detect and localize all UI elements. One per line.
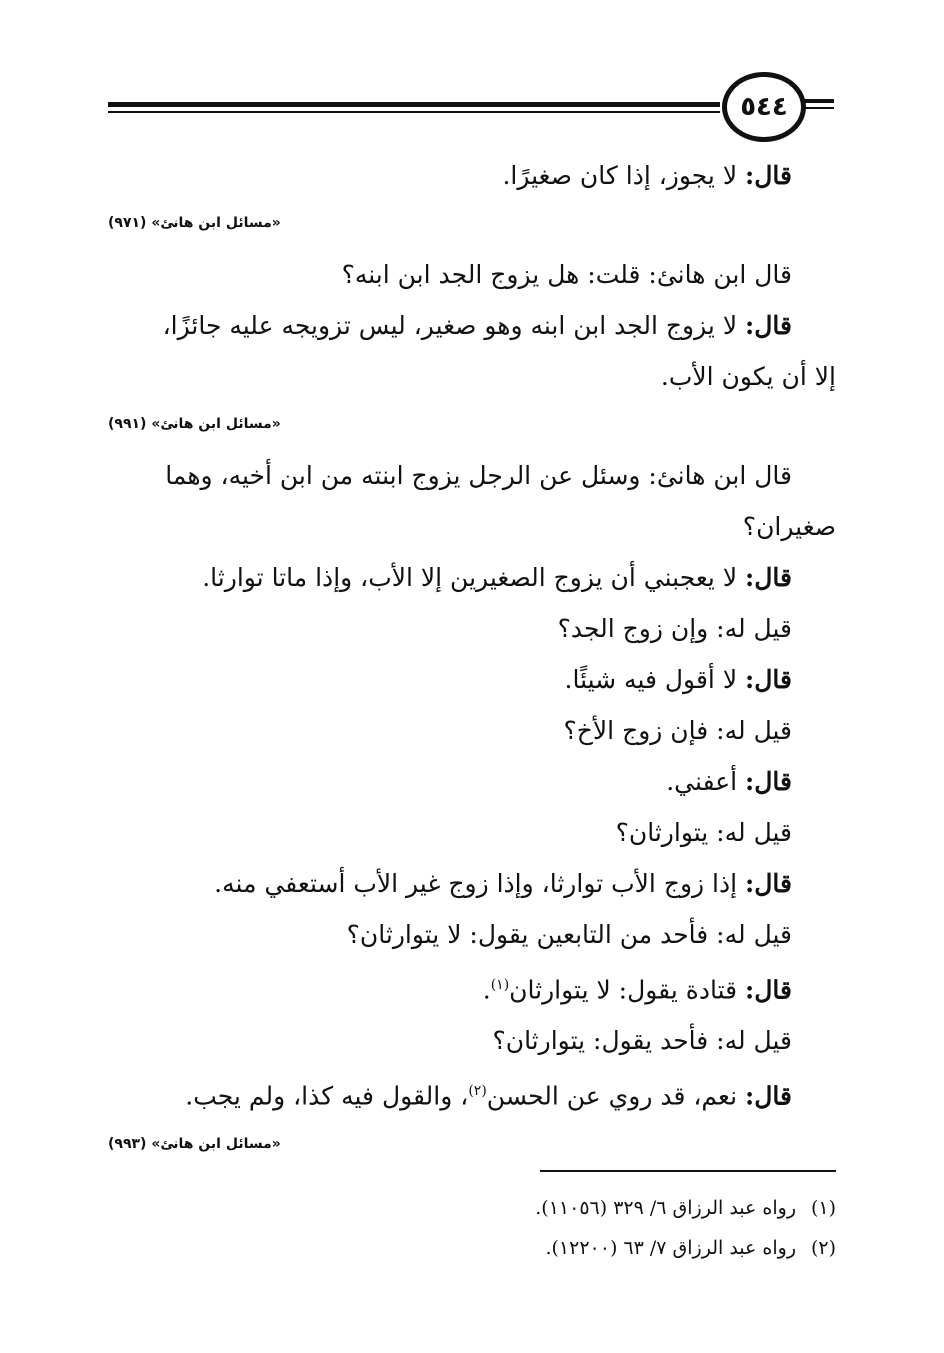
footnote-text: رواه عبد الرزاق ٧/ ٦٣ (١٢٢٠٠).: [545, 1237, 796, 1259]
speaker-label: قال:: [745, 563, 792, 592]
footnote-number: (٢): [810, 1237, 836, 1259]
source-citation: «مسائل ابن هانئ» (٩٧١): [108, 215, 281, 231]
text-line: [108, 552, 836, 603]
footnote-number: (١): [810, 1197, 836, 1219]
text-line: [108, 960, 836, 1015]
text-line: قيل له: فأحد يقول: يتوارثان؟: [492, 1026, 792, 1056]
text-line: صغيران؟: [742, 512, 836, 541]
text-line: إلا أن يكون الأب.: [660, 362, 836, 391]
speaker-label: قال:: [745, 665, 792, 694]
speaker-label: قال:: [745, 1081, 792, 1111]
line-text: نعم، قد روي عن الحسن: [486, 1081, 746, 1111]
footnote-text: رواه عبد الرزاق ٦/ ٣٢٩ (١١٠٥٦).: [535, 1197, 796, 1219]
line-tail: ، والقول فيه كذا، ولم يجب.: [185, 1081, 469, 1111]
speaker-label: قال:: [745, 161, 792, 190]
speaker-label: قال:: [745, 767, 792, 796]
text-line: [108, 654, 836, 705]
footnote: [108, 1228, 836, 1268]
footnote: [108, 1188, 836, 1228]
text-line: قال ابن هانئ: قلت: هل يزوج الجد ابن ابنه؟: [341, 260, 792, 289]
line-text: أعفني.: [666, 767, 746, 796]
text-line: [108, 858, 836, 909]
text-line: [108, 300, 836, 351]
page-number: ٥٤٤: [722, 72, 806, 142]
line-tail: .: [482, 975, 491, 1005]
line-text: إذا زوج الأب توارثا، وإذا زوج غير الأب أستعفي منه.: [214, 869, 746, 898]
source-citation: «مسائل ابن هانئ» (٩٩١): [108, 416, 281, 432]
header-rule-thin: [108, 111, 720, 113]
speaker-label: قال:: [745, 869, 792, 898]
text-line: قال ابن هانئ: وسئل عن الرجل يزوج ابنته من ابن أخيه، وهما: [165, 461, 792, 490]
footnote-ref: (٢): [468, 1083, 487, 1100]
footnotes: [108, 1188, 836, 1268]
text-line: [108, 1066, 836, 1121]
footnote-separator: [540, 1170, 836, 1172]
line-text: قتادة يقول: لا يتوارثان: [509, 975, 746, 1005]
line-text: لا يعجبني أن يزوج الصغيرين إلا الأب، وإذا ماتا توارثا.: [202, 563, 746, 592]
text-line: [108, 150, 836, 201]
line-text: لا يزوج الجد ابن ابنه وهو صغير، ليس تزويجه عليه جائزًا،: [162, 311, 746, 340]
footnote-ref: (١): [490, 977, 510, 993]
text-line: قيل له: فأحد من التابعين يقول: لا يتوارثان؟: [346, 920, 792, 949]
header-rule: [108, 102, 720, 107]
source-citation: «مسائل ابن هانئ» (٩٩٣): [108, 1135, 281, 1152]
text-line: قيل له: فإن زوج الأخ؟: [563, 716, 792, 745]
line-text: لا أقول فيه شيئًا.: [564, 665, 746, 694]
body-text: [108, 150, 836, 1170]
text-line: قيل له: يتوارثان؟: [615, 818, 792, 847]
line-text: لا يجوز، إذا كان صغيرًا.: [502, 161, 746, 190]
text-line: [108, 756, 836, 807]
text-line: قيل له: وإن زوج الجد؟: [557, 614, 792, 643]
speaker-label: قال:: [745, 311, 792, 340]
speaker-label: قال:: [745, 975, 792, 1005]
